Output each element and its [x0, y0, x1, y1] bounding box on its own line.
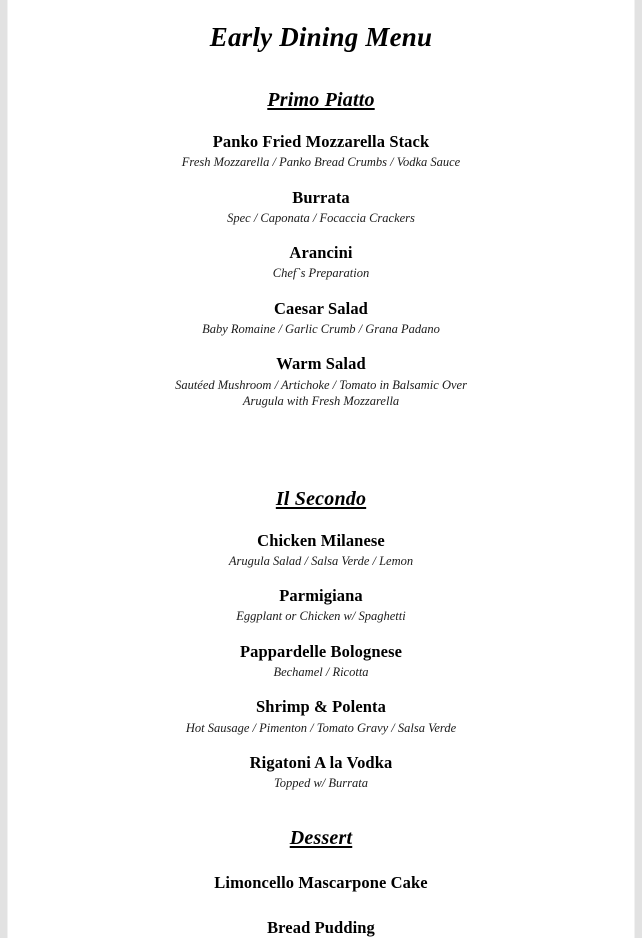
menu-item-description-line: Arugula with Fresh Mozzarella	[242, 394, 400, 409]
menu-item-description	[48, 718, 594, 737]
menu-item-name: Burrata	[292, 187, 350, 207]
section-heading-primo-piatto: Primo Piatto	[267, 89, 375, 112]
menu-item-description-line: Sautéed Mushroom / Artichoke / Tomato in Balsamic Over	[175, 377, 467, 392]
menu-item-description	[48, 152, 594, 171]
section-heading-il-secondo: Il Secondo	[275, 487, 367, 510]
menu-item	[48, 736, 594, 792]
menu-item-description	[48, 551, 594, 570]
menu-item-description-line: Topped w/ Burrata	[273, 776, 368, 791]
menu-item-name: Limoncello Mascarpone Cake	[214, 872, 428, 892]
menu-item-description	[48, 773, 594, 792]
menu-item	[48, 511, 594, 570]
page-title: Early Dining Menu	[209, 22, 433, 52]
menu-page	[8, 0, 634, 938]
menu-item	[48, 850, 594, 893]
menu-item-description-line: Bechamel / Ricotta	[273, 664, 369, 679]
menu-item-description-line: Spec / Caponata / Focaccia Crackers	[227, 210, 415, 225]
menu-item-description-line: Fresh Mozzarella / Panko Bread Crumbs / Vodka Sauce	[181, 155, 461, 170]
menu-item-name: Parmigiana	[279, 586, 363, 606]
menu-item-list-dessert	[48, 850, 594, 938]
menu-item-description	[48, 662, 594, 681]
menu-item-name: Chicken Milanese	[257, 530, 385, 550]
menu-item-name: Caesar Salad	[274, 298, 368, 318]
menu-item-name: Panko Fried Mozzarella Stack	[212, 132, 430, 152]
menu-item-description	[48, 319, 594, 338]
menu-item-description	[48, 263, 594, 282]
menu-item-name: Bread Pudding	[267, 917, 375, 937]
menu-item	[48, 226, 594, 282]
menu-item-description	[48, 606, 594, 625]
section-heading-dessert: Dessert	[289, 826, 353, 849]
menu-item-name: Pappardelle Bolognese	[239, 641, 403, 661]
menu-item	[48, 112, 594, 171]
menu-item-description-line: Chef`s Preparation	[272, 266, 370, 281]
menu-item	[48, 625, 594, 681]
menu-item	[48, 282, 594, 338]
menu-section-dessert	[48, 792, 594, 938]
menu-item	[48, 569, 594, 625]
menu-item-description	[48, 208, 594, 227]
menu-item-description-line: Baby Romaine / Garlic Crumb / Grana Padano	[202, 321, 440, 336]
menu-item-description-line: Arugula Salad / Salsa Verde / Lemon	[228, 553, 414, 568]
menu-item-description	[48, 375, 594, 410]
menu-item	[48, 337, 594, 409]
menu-item-name: Shrimp & Polenta	[256, 697, 386, 717]
menu-section-il-secondo	[48, 410, 594, 792]
menu-item-name: Warm Salad	[276, 354, 366, 374]
menu-item-description-line: Hot Sausage / Pimenton / Tomato Gravy / Salsa Verde	[185, 720, 457, 735]
menu-item	[48, 893, 594, 938]
menu-item	[48, 171, 594, 227]
menu-item-list-primo-piatto	[48, 112, 594, 410]
menu-item-name: Rigatoni A la Vodka	[249, 753, 393, 773]
menu-item-name: Arancini	[289, 243, 353, 263]
menu-item-description-line: Eggplant or Chicken w/ Spaghetti	[236, 609, 406, 624]
menu-item	[48, 680, 594, 736]
menu-item-list-il-secondo	[48, 511, 594, 792]
menu-section-primo-piatto	[48, 53, 594, 410]
